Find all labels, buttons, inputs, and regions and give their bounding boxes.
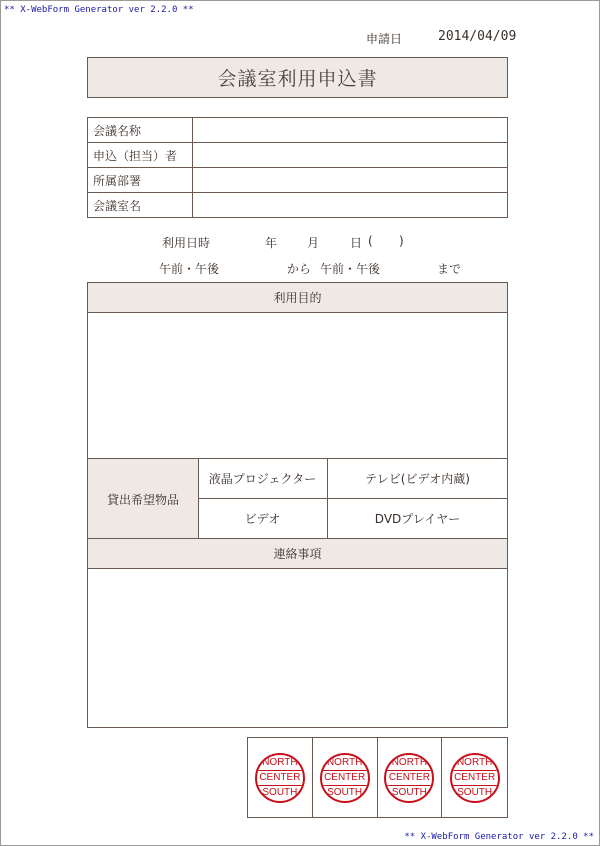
- contact-header: 連絡事項: [88, 538, 507, 569]
- lending-item-tv[interactable]: テレビ(ビデオ内蔵): [328, 459, 507, 499]
- until-label: まで: [437, 262, 462, 276]
- form-title: 会議室利用申込書: [87, 57, 508, 98]
- lending-items-label: 貸出希望物品: [88, 459, 199, 539]
- meeting-name-label: 会議名称: [88, 118, 193, 143]
- lending-items-section: [88, 458, 507, 539]
- datetime-time-row: [0, 260, 600, 276]
- stamp-cell[interactable]: [248, 738, 313, 817]
- info-row-applicant: [88, 143, 508, 168]
- approval-stamp: NORTH CENTER SOUTH: [384, 753, 434, 803]
- info-row-meeting-name: [88, 118, 508, 143]
- meeting-name-field[interactable]: [193, 118, 508, 143]
- stamp-cell[interactable]: [378, 738, 443, 817]
- info-table: [87, 117, 508, 218]
- lending-item-projector[interactable]: 液晶プロジェクター: [198, 459, 328, 499]
- datetime-date-row: [0, 234, 600, 250]
- start-ampm-label: 午前・午後: [159, 262, 220, 276]
- generator-label-top: ** X-WebForm Generator ver 2.2.0 **: [4, 5, 194, 15]
- stamp-cell[interactable]: [442, 738, 507, 817]
- approval-stamp: NORTH CENTER SOUTH: [255, 753, 305, 803]
- weekday-open-paren: (: [368, 234, 373, 248]
- room-name-label: 会議室名: [88, 193, 193, 218]
- contact-field[interactable]: [88, 569, 507, 727]
- from-label: から: [287, 262, 312, 276]
- month-label: 月: [307, 236, 320, 250]
- info-row-department: [88, 168, 508, 193]
- lending-item-video[interactable]: ビデオ: [198, 499, 328, 538]
- approval-stamps: [247, 737, 508, 818]
- department-field[interactable]: [193, 168, 508, 193]
- approval-stamp: NORTH CENTER SOUTH: [450, 753, 500, 803]
- end-ampm-label: 午前・午後: [320, 262, 381, 276]
- day-label: 日: [350, 236, 363, 250]
- application-date-value[interactable]: 2014/04/09: [438, 29, 517, 44]
- purpose-header: 利用目的: [88, 283, 507, 313]
- generator-label-bottom: ** X-WebForm Generator ver 2.2.0 **: [404, 832, 594, 842]
- info-row-room: [88, 193, 508, 218]
- approval-stamp: NORTH CENTER SOUTH: [320, 753, 370, 803]
- stamp-cell[interactable]: [313, 738, 378, 817]
- purpose-field[interactable]: [88, 313, 507, 458]
- year-label: 年: [265, 236, 278, 250]
- department-label: 所属部署: [88, 168, 193, 193]
- purpose-section: [87, 282, 508, 728]
- application-date-label: 申請日: [366, 32, 403, 46]
- datetime-label: 利用日時: [162, 236, 211, 250]
- applicant-field[interactable]: [193, 143, 508, 168]
- room-name-field[interactable]: [193, 193, 508, 218]
- applicant-label: 申込（担当）者: [88, 143, 193, 168]
- weekday-close-paren: ): [399, 234, 404, 248]
- lending-item-dvd[interactable]: DVDプレイヤー: [374, 512, 461, 526]
